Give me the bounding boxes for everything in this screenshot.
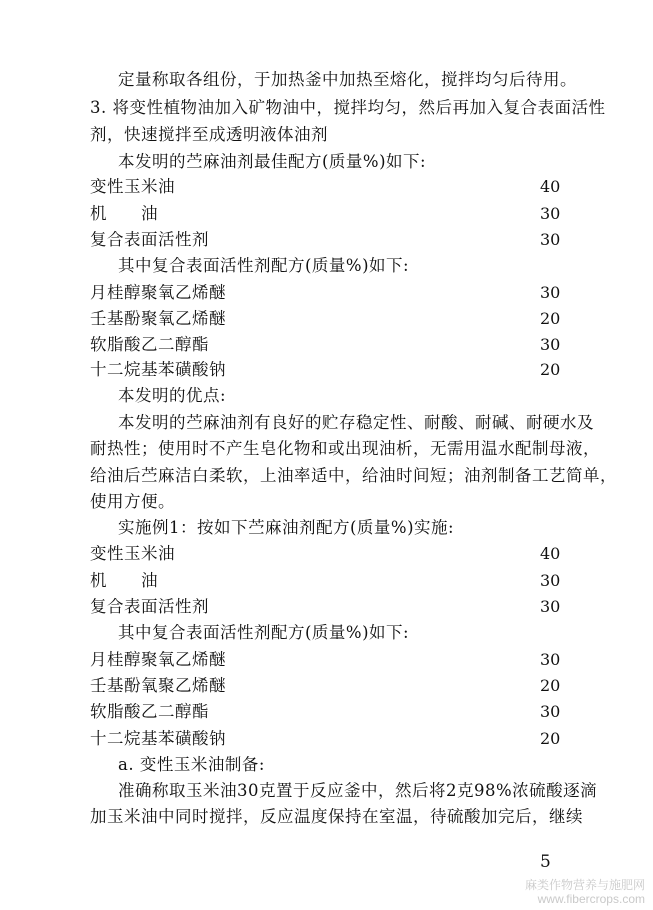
best-formula-heading: 本发明的苎麻油剂最佳配方(质量%)如下: — [118, 152, 427, 171]
advantages-heading: 本发明的优点: — [118, 386, 227, 405]
formula-item-name: 壬基酚聚氧乙烯醚 — [90, 309, 226, 328]
formula-item-name: 十二烷基苯磺酸钠 — [90, 360, 226, 379]
intro-line-3: 剂，快速搅拌至成透明液体油剂 — [90, 125, 328, 144]
formula-item-name: 机 油 — [90, 204, 158, 223]
example-heading: 实施例1：按如下苎麻油剂配方(质量%)实施: — [118, 518, 455, 537]
intro-line-2: 3. 将变性植物油加入矿物油中，搅拌均匀，然后再加入复合表面活性 — [90, 98, 606, 117]
formula-item-name: 月桂醇聚氧乙烯醚 — [90, 650, 226, 669]
formula-item-name: 机 油 — [90, 571, 158, 590]
surfactant-heading-2: 其中复合表面活性剂配方(质量%)如下: — [118, 623, 410, 642]
formula-item-name: 复合表面活性剂 — [90, 230, 209, 249]
watermark-title: 麻类作物营养与施肥网 — [524, 878, 645, 892]
advantages-line-2: 耐热性；使用时不产生皂化物和或出现油析，无需用温水配制母液， — [90, 439, 600, 458]
step-a-line-2: 加玉米油中同时搅拌，反应温度保持在室温，待硫酸加完后，继续 — [90, 807, 583, 826]
formula-item-value: 30 — [540, 204, 561, 223]
formula-item-value: 30 — [540, 335, 561, 354]
intro-line-1: 定量称取各组份，于加热釜中加热至熔化，搅拌均匀后待用。 — [118, 70, 577, 89]
formula-item-value: 20 — [540, 676, 561, 695]
formula-item-value: 30 — [540, 702, 561, 721]
step-a-heading: a. 变性玉米油制备: — [118, 755, 265, 774]
formula-item-name: 软脂酸乙二醇酯 — [90, 702, 209, 721]
surfactant-heading-1: 其中复合表面活性剂配方(质量%)如下: — [118, 256, 410, 275]
formula-item-value: 30 — [540, 230, 561, 249]
formula-item-name: 十二烷基苯磺酸钠 — [90, 729, 226, 748]
formula-item-value: 30 — [540, 283, 561, 302]
formula-item-name: 复合表面活性剂 — [90, 597, 209, 616]
advantages-line-1: 本发明的苎麻油剂有良好的贮存稳定性、耐酸、耐碱、耐硬水及 — [118, 413, 594, 432]
advantages-line-3: 给油后苎麻洁白柔软，上油率适中，给油时间短；油剂制备工艺简单， — [90, 466, 617, 485]
formula-item-value: 30 — [540, 597, 561, 616]
page-number: 5 — [540, 852, 551, 872]
formula-item-value: 20 — [540, 360, 561, 379]
formula-item-name: 软脂酸乙二醇酯 — [90, 335, 209, 354]
step-a-line-1: 准确称取玉米油30克置于反应釜中，然后将2克98%浓硫酸逐滴 — [118, 781, 598, 800]
formula-item-value: 20 — [540, 729, 561, 748]
advantages-line-4: 使用方便。 — [90, 492, 175, 511]
formula-item-name: 变性玉米油 — [90, 177, 175, 196]
formula-item-name: 月桂醇聚氧乙烯醚 — [90, 283, 226, 302]
formula-item-name: 变性玉米油 — [90, 544, 175, 563]
formula-item-value: 20 — [540, 309, 561, 328]
watermark-url: www.fibercrops.com — [537, 892, 645, 906]
formula-item-value: 40 — [540, 177, 561, 196]
formula-item-value: 30 — [540, 650, 561, 669]
formula-item-value: 40 — [540, 544, 561, 563]
formula-item-value: 30 — [540, 571, 561, 590]
formula-item-name: 壬基酚氧聚乙烯醚 — [90, 676, 226, 695]
